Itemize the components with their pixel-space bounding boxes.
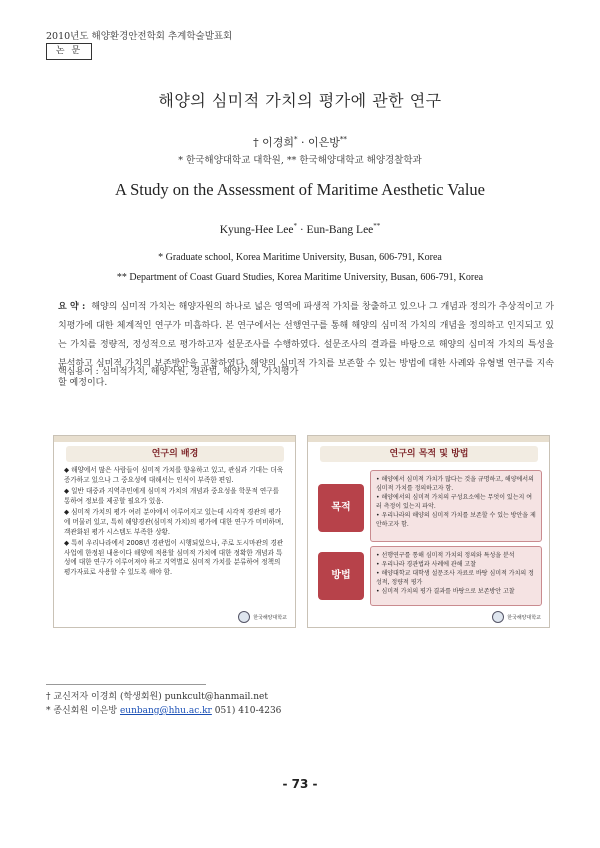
list-item: ◆ 일반 대중과 지역주민에게 심미적 가치의 개념과 중요성을 학문적 연구를 통하여 정보를 제공할 필요가 있음. bbox=[64, 487, 280, 505]
english-authors: Kyung-Hee Lee* · Eun-Bang Lee** bbox=[219, 222, 381, 236]
english-title: A Study on the Assessment of Maritime Aesthetic Value bbox=[115, 180, 485, 199]
slide-footer bbox=[492, 611, 541, 623]
korean-affiliation: * 한국해양대학교 대학원, ** 한국해양대학교 해양경찰학과 bbox=[178, 155, 422, 166]
list-item: ◆ 해양에서 많은 사람들이 심미적 가치를 향유하고 있고, 관심과 기대는 더욱 증가하고 있으나 그 중요성에 대해서는 인식이 부족한 편임. bbox=[64, 466, 284, 484]
footnote-divider bbox=[46, 684, 206, 685]
university-seal-icon bbox=[492, 611, 504, 623]
purpose-panel bbox=[370, 470, 542, 542]
list-item: • 해양에서의 심미적 가치의 구성요소에는 무엇이 있는지 여러 측정이 있는지 파악. bbox=[376, 494, 532, 510]
list-item: • 선행연구를 통해 심미적 가치의 정의와 특성을 분석 bbox=[376, 552, 515, 559]
list-item: • 해양대학교 대학생 설문조사 자료로 바탕 심미적 가치의 정성적, 정량적 평가 bbox=[376, 570, 534, 586]
list-item: • 우리나라 경관법과 사례에 관해 고찰 bbox=[376, 561, 477, 568]
email-link[interactable]: eunbang@hhu.ac.kr bbox=[119, 706, 212, 716]
korean-author-1: 이경희 bbox=[262, 136, 294, 149]
slide-footer-text: 한국해양대학교 bbox=[507, 614, 541, 621]
slide-purpose-method bbox=[307, 435, 550, 628]
english-author-2: Eun-Bang Lee bbox=[306, 223, 374, 236]
university-seal-icon bbox=[238, 611, 250, 623]
abstract-text: 해양의 심미적 가치는 해양자원의 하나로 넓은 영역에 파생적 가치를 창출하고 있으나 그 개념과 정의가 추상적이고 가치평가에 대한 체계적인 연구가 미흡하다. 본 연구에서는 선행연구를 통해 해양의 심미적 가치의 개념을 정의하고 인지되고 있는 가치를 정량적, 정성적으로 평가하고자 설문조사를 수행하였다. 설문조사의 결과를 바탕으로 해양의 심미적 가치의 특성을 분석하고 심미적 가치의 보존방안을 고찰하였다. 해양의 심미적 가치를 보존할 수 있는 방법에 대한 사례와 유형별 연구를 지속할 예정이다. bbox=[58, 302, 554, 388]
english-author-1: Kyung-Hee Lee bbox=[219, 223, 294, 236]
paper-type-tag: 논 문 bbox=[46, 43, 92, 60]
slide-title: 연구의 목적 및 방법 bbox=[320, 446, 538, 462]
page-number: - 73 - bbox=[282, 777, 318, 791]
list-item: ◆ 심미적 가치의 평가 여러 분야에서 이루어지고 있는데 시각적 경관의 평가에 머물러 있고, 특히 해양경관(심미적 가치)의 평가에 대한 연구가 미비하며, 객관화된 평가 시스템도 부족한 상황. bbox=[64, 508, 284, 536]
method-panel bbox=[370, 546, 542, 606]
purpose-label: 목적 bbox=[318, 484, 364, 532]
list-item: • 해양에서 심미적 가치가 많다는 것을 규명하고, 해양에서의 심미적 가치를 정의하고자 함. bbox=[376, 476, 534, 492]
footnotes bbox=[46, 690, 281, 718]
list-item: • 심미적 가치의 평가 결과를 바탕으로 보존방안 고찰 bbox=[376, 588, 515, 595]
korean-authors: † 이경희* · 이은방** bbox=[253, 135, 347, 149]
dagger-mark: † bbox=[253, 136, 259, 149]
slide-title: 연구의 배경 bbox=[66, 446, 284, 462]
english-affiliation-2: ** Department of Coast Guard Studies, Korea Maritime University, Busan, 606-791, Korea bbox=[116, 272, 484, 283]
english-affiliation-1: * Graduate school, Korea Maritime University, Busan, 606-791, Korea bbox=[158, 252, 442, 263]
slide-footer-text: 한국해양대학교 bbox=[253, 614, 287, 621]
list-item: • 우리나라의 해양의 심미적 가치를 보존할 수 있는 방안을 제안하고자 함. bbox=[376, 512, 536, 528]
footnote-1: † 교신저자 이경희 (학생회원) punkcult@hanmail.net bbox=[46, 692, 268, 702]
korean-author-2: 이은방 bbox=[308, 136, 340, 149]
slide-body bbox=[64, 466, 286, 606]
list-item: ◆ 특히 우리나라에서 2008년 경관법이 시행되었으나, 주로 도시마관의 경관사업에 한정된 내용이다 해양에 적용할 심미적 가치에 대한 정확한 개념과 특성에 대한 연구가 이루어져야 하고 지역별로 심미적 가치를 분류하여 정책의 평가자료로 사용할 수 있도록 해야 함. bbox=[64, 539, 284, 576]
korean-title: 해양의 심미적 가치의 평가에 관한 연구 bbox=[158, 91, 442, 110]
slide-footer bbox=[238, 611, 287, 623]
slide-background bbox=[53, 435, 296, 628]
abstract-label: 요 약 : bbox=[58, 302, 86, 312]
keywords: 핵심용어 : 심미적가치, 해양자원, 경관법, 해양가치, 가치평가 bbox=[58, 367, 299, 377]
abstract bbox=[58, 298, 554, 393]
method-label: 방법 bbox=[318, 552, 364, 600]
conference-header: 2010년도 해양환경안전학회 추계학술발표회 bbox=[46, 31, 233, 42]
footnote-2: * 종신회원 이은방 eunbang@hhu.ac.kr 051) 410-4236 bbox=[46, 706, 282, 716]
